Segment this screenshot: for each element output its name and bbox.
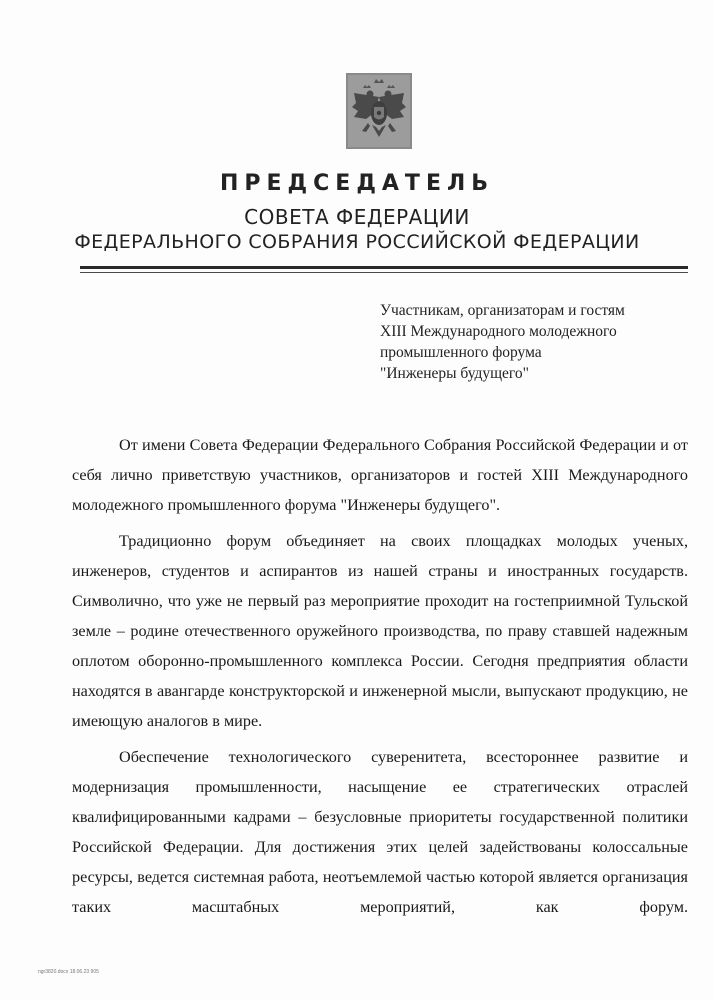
addressee-line: промышленного форума — [380, 344, 542, 361]
page-title: ПРЕДСЕДАТЕЛЬ — [219, 171, 495, 196]
addressee-line: XIII Международного молодежного — [380, 323, 617, 340]
body-paragraph: Традиционно форум объединяет на своих площадках молодых ученых, инженеров, студентов и аспирантов из нашей страны и иностранных государств. Символично, что уже не первый раз мероприятие проходит на гостеприимной Тульской земле – родине отечественного оружейного производства, по праву ставшей надежным оплотом оборонно-промышленного комплекса России. Сегодня предприятия области находятся в авангарде конструкторской и инженерной мысли, выпускают продукцию, не имеющую аналогов в мире. — [72, 532, 688, 730]
addressee-line: "Инженеры будущего" — [380, 365, 529, 382]
coat-of-arms-icon — [346, 73, 412, 149]
header-divider-thick — [80, 266, 688, 269]
header-divider-thin — [80, 272, 688, 273]
addressee-line: Участникам, организаторам и гостям — [380, 302, 625, 319]
addressee-block — [380, 300, 680, 384]
letter-body — [72, 430, 688, 928]
body-paragraph: От имени Совета Федерации Федерального Собрания Российской Федерации и от себя лично приветствую участников, организаторов и гостей XIII Международного молодежного промышленного форума "Инженеры будущего". — [72, 436, 688, 514]
header-subtitle-line-1: СОВЕТА ФЕДЕРАЦИИ — [244, 205, 470, 229]
document-code: ngr3820.docx 18.06.23 905 — [38, 969, 99, 975]
body-paragraph: Обеспечение технологического суверенитета, всестороннее развитие и модернизация промышленности, насыщение ее стратегических отраслей квалифицированными кадрами – безусловные приоритеты государственной политики Российской Федерации. Для достижения этих целей задействованы колоссальные ресурсы, ведется системная работа, неотъемлемой частью которой является организация таких масштабных мероприятий, как форум. — [72, 748, 688, 916]
header-subtitle-line-2: ФЕДЕРАЛЬНОГО СОБРАНИЯ РОССИЙСКОЙ ФЕДЕРАЦИИ — [74, 231, 640, 253]
